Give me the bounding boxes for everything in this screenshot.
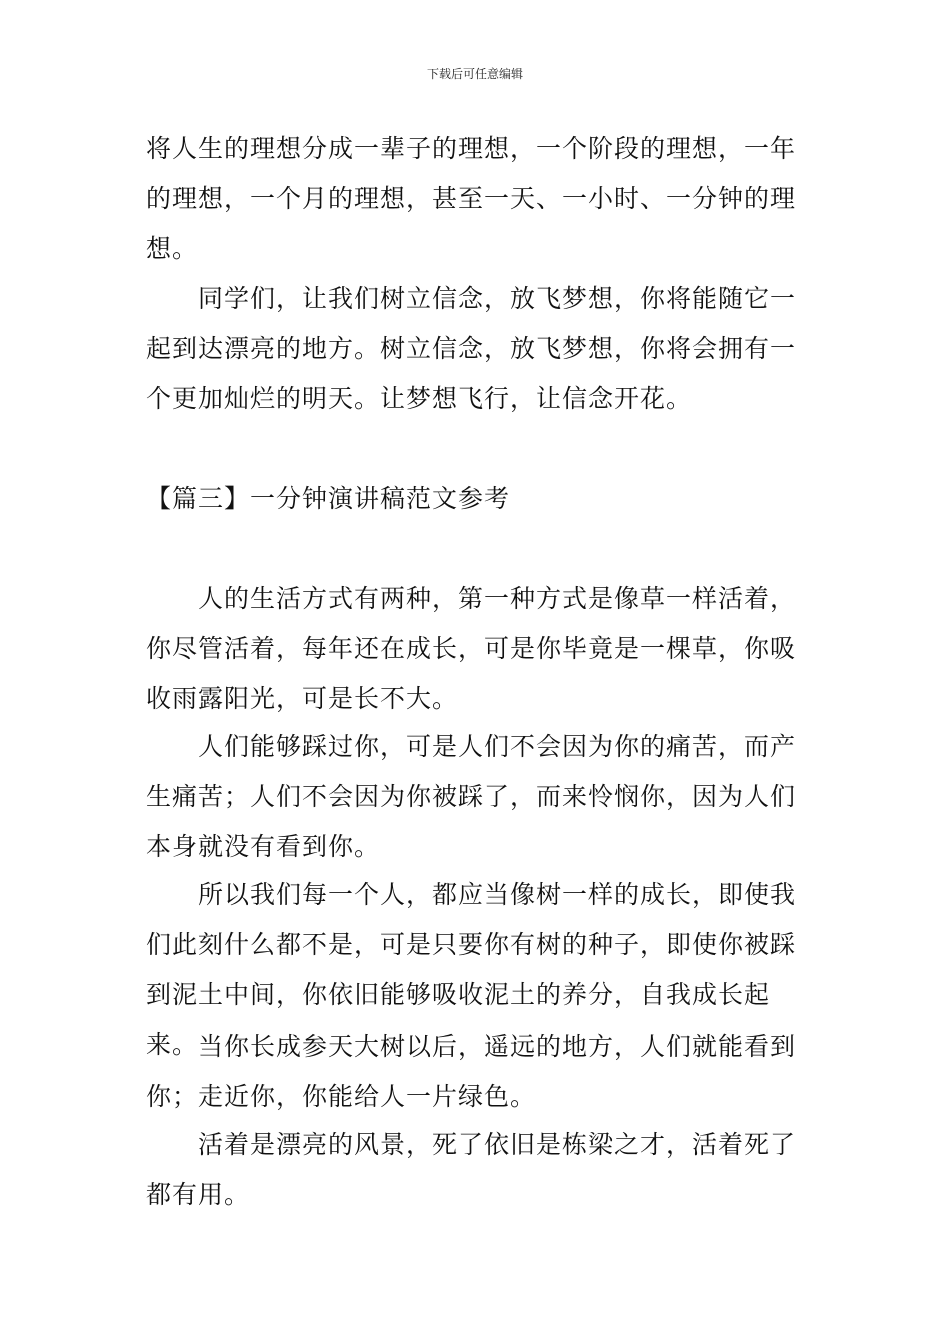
paragraph-ideals: 将人生的理想分成一辈子的理想，一个阶段的理想，一年的理想，一个月的理想，甚至一天、一小时、一分钟的理想。	[146, 134, 797, 263]
page-header: 下载后可任意编辑	[426, 67, 523, 81]
paragraph-trampled: 人们能够踩过你，可是人们不会因为你的痛苦，而产生痛苦；人们不会因为你被踩了，而来怜悯你，因为人们本身就没有看到你。	[146, 732, 797, 861]
paragraph-grass-way: 人的生活方式有两种，第一种方式是像草一样活着，你尽管活着，每年还在成长，可是你毕竟是一棵草，你吸收雨露阳光，可是长不大。	[146, 584, 797, 713]
paragraph-belief-dream: 同学们，让我们树立信念，放飞梦想，你将能随它一起到达漂亮的地方。树立信念，放飞梦想，你将会拥有一个更加灿烂的明天。让梦想飞行，让信念开花。	[146, 284, 797, 413]
paragraph-tree-growth: 所以我们每一个人，都应当像树一样的成长，即使我们此刻什么都不是，可是只要你有树的种子，即使你被踩到泥土中间，你依旧能够吸收泥土的养分，自我成长起来。	[146, 880, 797, 1059]
section-heading: 【篇三】一分钟演讲稿范文参考	[146, 484, 511, 513]
paragraph-big-tree: 当你长成参天大树以后，遥远的地方，人们就能看到你；走近你，你能给人一片绿色。	[146, 1032, 797, 1111]
paragraph-conclusion: 活着是漂亮的风景，死了依旧是栋梁之才，活着死了都有用。	[146, 1130, 797, 1209]
